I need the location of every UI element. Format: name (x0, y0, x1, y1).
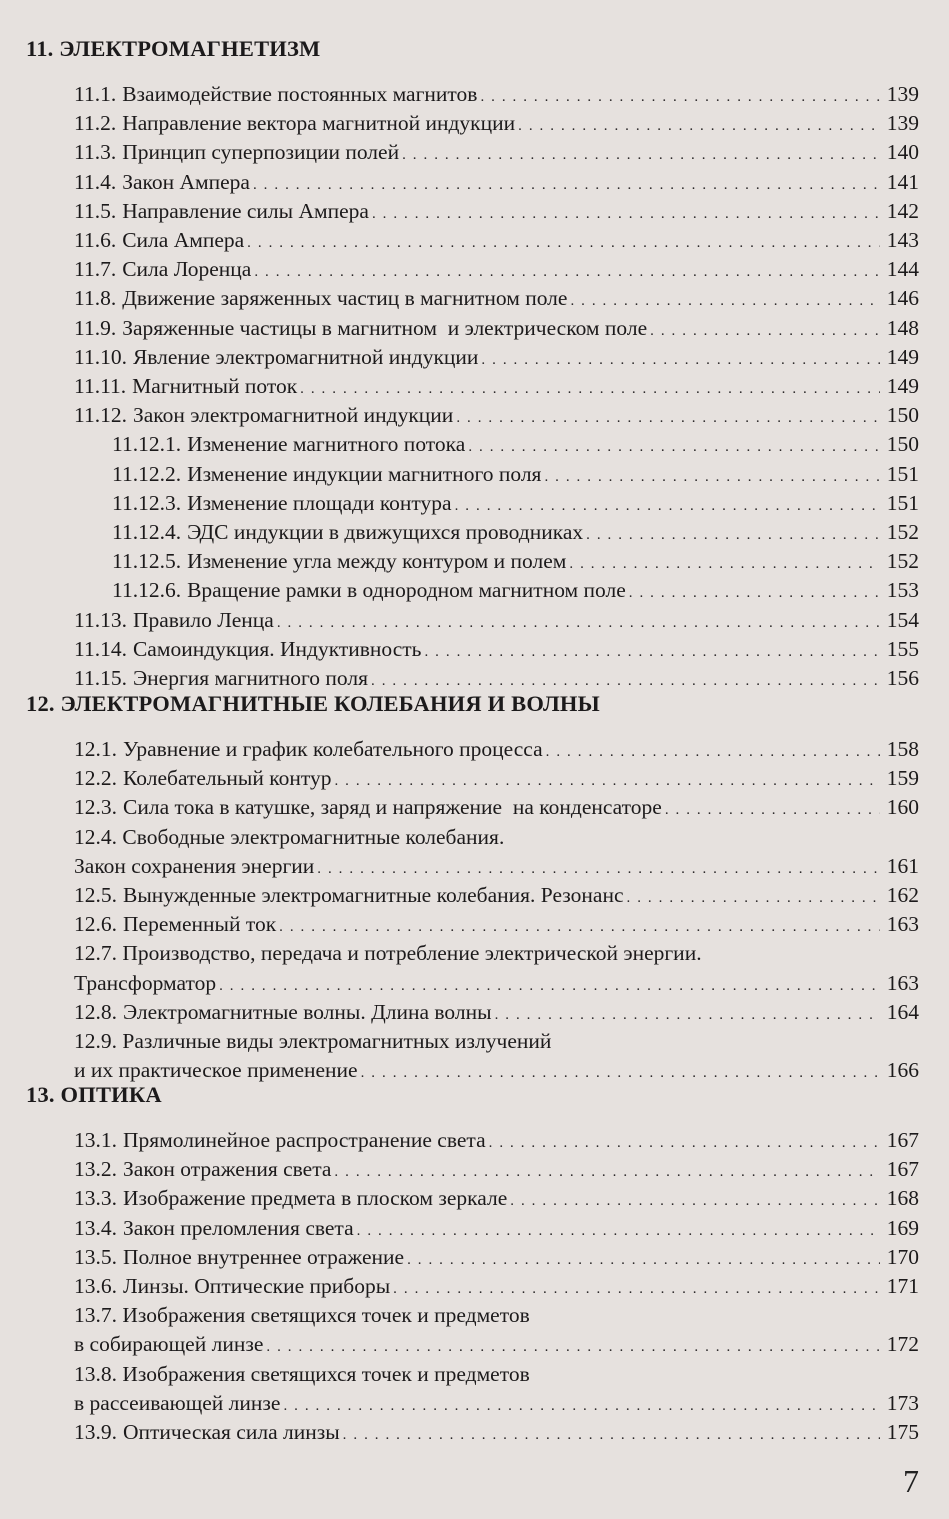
section-title: 11. ЭЛЕКТРОМАГНЕТИЗМ (26, 36, 321, 61)
dot-leader (253, 172, 880, 198)
entry-page: 163 (886, 970, 919, 995)
dot-leader (629, 580, 880, 606)
entry-title: Вращение рамки в однородном магнитном поле (187, 578, 626, 603)
entry-title: Переменный ток (123, 912, 277, 937)
toc-entry[interactable] (74, 1127, 919, 1156)
entry-page: 149 (886, 344, 919, 369)
dot-leader (586, 522, 880, 548)
entry-number: 13.6. (74, 1274, 117, 1298)
entry-number: 11.12.5. (112, 549, 182, 574)
entry-page: 146 (886, 286, 919, 311)
entry-number: 11.12.2. (112, 461, 182, 486)
entry-number: 12.8. (74, 999, 117, 1024)
entry-number: 11.8. (74, 286, 117, 311)
dot-leader (407, 1247, 880, 1273)
entry-page: 144 (886, 257, 919, 282)
dot-leader (544, 464, 880, 490)
entry-page: 152 (886, 549, 919, 574)
entry-title: Электромагнитные волны. Длина волны (123, 999, 492, 1024)
entry-title: Линзы. Оптические приборы (123, 1274, 391, 1298)
toc-entry[interactable] (74, 794, 919, 823)
entry-page: 153 (886, 578, 919, 603)
entry-title: Сила Ампера (122, 228, 245, 252)
page-number: 7 (903, 1463, 919, 1499)
entry-title: Закон Ампера (122, 169, 250, 194)
entry-title: Магнитный поток (132, 374, 298, 398)
entry-page: 140 (886, 140, 919, 165)
dot-leader (480, 84, 880, 110)
entry-title: Изображения светящихся точек и предметов (122, 1303, 530, 1328)
entry-page: 150 (886, 432, 919, 457)
toc-entry[interactable] (74, 344, 919, 373)
entry-page: 167 (886, 1128, 919, 1152)
entry-number: 11.12. (74, 403, 127, 428)
entry-title: Энергия магнитного поля (132, 666, 369, 690)
dot-leader (219, 973, 880, 999)
entry-number: 12.3. (74, 795, 117, 820)
section-title: 13. ОПТИКА (26, 1082, 162, 1107)
toc-entry[interactable] (74, 636, 919, 665)
entry-number: 12.7. (74, 941, 117, 966)
entry-number: 12.6. (74, 912, 117, 937)
entry-title: Производство, передача и потребление электрической энергии. (122, 941, 702, 966)
toc-entry[interactable] (112, 490, 919, 519)
dot-leader (357, 1218, 880, 1244)
toc-entry[interactable] (112, 431, 919, 460)
dot-leader (300, 376, 880, 402)
dot-leader (570, 288, 880, 314)
dot-leader (277, 610, 880, 636)
toc-entry[interactable] (112, 548, 919, 577)
entry-title: Движение заряженных частиц в магнитном поле (122, 286, 568, 311)
entry-page: 141 (886, 169, 919, 194)
toc-entry[interactable] (74, 970, 919, 999)
entry-number: 13.1. (74, 1128, 117, 1152)
dot-leader (266, 1334, 880, 1360)
toc-entry[interactable] (112, 577, 919, 606)
dot-leader (424, 639, 880, 665)
entry-page: 139 (886, 111, 919, 136)
entry-number: 11.5. (74, 198, 117, 223)
entry-number: 11.15. (74, 666, 127, 690)
toc-entry[interactable] (74, 227, 919, 256)
entry-number: 11.4. (74, 169, 117, 194)
toc-entry[interactable] (74, 285, 919, 314)
entry-page: 149 (886, 374, 919, 398)
entry-number: 11.3. (74, 140, 117, 165)
entry-title: Изменение угла между контуром и полем (187, 549, 567, 574)
toc-entry[interactable] (74, 198, 919, 227)
entry-number: 11.10. (74, 344, 127, 369)
entry-title: Взаимодействие постоянных магнитов (122, 82, 478, 106)
dot-leader (334, 1159, 880, 1185)
toc-entry[interactable] (74, 1390, 919, 1419)
entry-number: 11.13. (74, 607, 127, 632)
dot-leader (247, 230, 880, 256)
dot-leader (481, 347, 880, 373)
dot-leader (317, 856, 880, 882)
entry-page: 169 (886, 1215, 919, 1240)
entry-page: 159 (886, 766, 919, 791)
entry-number: 11.12.1. (112, 432, 182, 457)
entry-page: 154 (886, 607, 919, 632)
toc-entry[interactable] (112, 519, 919, 548)
dot-leader (455, 493, 880, 519)
entry-number: 12.1. (74, 737, 117, 761)
entry-number: 11.2. (74, 111, 117, 136)
toc-entry[interactable] (74, 765, 919, 794)
entry-title: Колебательный контур (123, 766, 332, 791)
entry-title: Прямолинейное распространение света (123, 1128, 486, 1152)
entry-number: 11.11. (74, 374, 127, 398)
entry-page: 161 (886, 853, 919, 878)
entry-page: 173 (886, 1390, 919, 1415)
dot-leader (518, 113, 880, 139)
entry-title: Принцип суперпозиции полей (122, 140, 400, 165)
dot-leader (283, 1393, 880, 1419)
entry-page: 170 (886, 1244, 919, 1269)
dot-leader (546, 739, 880, 765)
entry-title: Правило Ленца (132, 607, 274, 632)
entry-title: Направление силы Ампера (122, 198, 369, 223)
entry-number: 13.9. (74, 1420, 117, 1444)
entry-title: Закон отражения света (123, 1157, 332, 1182)
toc-entry[interactable] (74, 853, 919, 882)
dot-leader (402, 142, 880, 168)
entry-title-continuation: и их практическое применение (74, 1058, 358, 1083)
entry-page: 152 (886, 520, 919, 544)
entry-number: 13.8. (74, 1361, 117, 1386)
entry-page: 139 (886, 82, 919, 106)
entry-title: Закон электромагнитной индукции (132, 403, 454, 428)
entry-page: 151 (886, 461, 919, 486)
dot-leader (343, 1422, 880, 1448)
entry-number: 11.12.6. (112, 578, 182, 603)
entry-title: Самоиндукция. Индуктивность (132, 636, 422, 661)
entry-title: Изменение магнитного потока (187, 432, 466, 457)
entry-page: 162 (886, 883, 919, 907)
toc-entry[interactable] (74, 1185, 919, 1214)
entry-number: 12.9. (74, 1029, 117, 1053)
entry-page: 175 (886, 1420, 919, 1444)
entry-title: Направление вектора магнитной индукции (122, 111, 516, 136)
entry-page: 158 (886, 737, 919, 761)
entry-number: 13.3. (74, 1186, 117, 1211)
entry-number: 12.2. (74, 766, 117, 791)
entry-number: 13.7. (74, 1303, 117, 1328)
dot-leader (468, 434, 880, 460)
entry-title-continuation: Трансформатор (74, 970, 217, 995)
entry-title: Различные виды электромагнитных излучений (122, 1029, 552, 1053)
toc-entry[interactable] (74, 1156, 919, 1185)
entry-number: 11.12.3. (112, 490, 182, 515)
toc-entry[interactable] (74, 373, 919, 402)
toc-entry-line (74, 1361, 530, 1387)
toc-entry[interactable] (74, 1419, 919, 1448)
entry-title-continuation: в рассеивающей линзе (74, 1390, 281, 1415)
toc-entry[interactable] (74, 1273, 919, 1302)
section-title: 12. ЭЛЕКТРОМАГНИТНЫЕ КОЛЕБАНИЯ И ВОЛНЫ (26, 691, 600, 716)
dot-leader (627, 885, 880, 911)
toc-entry-line (74, 1028, 551, 1054)
dot-leader (569, 551, 880, 577)
dot-leader (393, 1276, 880, 1302)
entry-page: 163 (886, 912, 919, 937)
toc-entry[interactable] (74, 1331, 919, 1360)
entry-title: Изменение индукции магнитного поля (187, 461, 542, 486)
entry-number: 11.12.4. (112, 520, 182, 544)
entry-page: 166 (886, 1058, 919, 1083)
entry-title: Закон преломления света (123, 1215, 354, 1240)
entry-page: 172 (886, 1332, 919, 1357)
toc-entry[interactable] (74, 315, 919, 344)
entry-number: 13.5. (74, 1244, 117, 1269)
entry-page: 148 (886, 315, 919, 340)
entry-number: 11.1. (74, 82, 117, 106)
toc-entry[interactable] (74, 139, 919, 168)
entry-page: 160 (886, 795, 919, 820)
entry-title: Свободные электромагнитные колебания. (122, 824, 505, 849)
toc-entry-line (74, 824, 504, 850)
toc-entry[interactable] (74, 882, 919, 911)
entry-number: 12.4. (74, 824, 117, 849)
dot-leader (489, 1130, 880, 1156)
toc-entry[interactable] (74, 665, 919, 694)
toc-entry[interactable] (74, 1244, 919, 1273)
toc-entry[interactable] (112, 461, 919, 490)
entry-page: 150 (886, 403, 919, 428)
entry-number: 13.4. (74, 1215, 117, 1240)
dot-leader (372, 201, 880, 227)
entry-title: Изменение площади контура (187, 490, 452, 515)
toc-entry[interactable] (74, 402, 919, 431)
entry-page: 155 (886, 636, 919, 661)
dot-leader (650, 318, 880, 344)
toc-entry-line (74, 940, 702, 966)
toc-entry[interactable] (74, 911, 919, 940)
dot-leader (510, 1188, 880, 1214)
toc-entry[interactable] (74, 256, 919, 285)
entry-title: Явление электромагнитной индукции (132, 344, 479, 369)
toc-entry[interactable] (74, 110, 919, 139)
entry-page: 143 (886, 228, 919, 252)
entry-page: 164 (886, 999, 919, 1024)
entry-page: 142 (886, 198, 919, 223)
entry-title: Изображение предмета в плоском зеркале (123, 1186, 508, 1211)
toc-entry-line (74, 1302, 530, 1328)
entry-title: Изображения светящихся точек и предметов (122, 1361, 530, 1386)
entry-title: Сила тока в катушке, заряд и напряжение на конденсаторе (123, 795, 662, 820)
entry-number: 13.2. (74, 1157, 117, 1182)
toc-entry[interactable] (74, 81, 919, 110)
entry-title-continuation: в собирающей линзе (74, 1332, 264, 1357)
entry-title: Сила Лоренца (122, 257, 252, 282)
entry-page: 167 (886, 1157, 919, 1182)
entry-page: 151 (886, 490, 919, 515)
entry-number: 11.7. (74, 257, 117, 282)
dot-leader (279, 914, 880, 940)
entry-title: ЭДС индукции в движущихся проводниках (187, 520, 584, 544)
dot-leader (495, 1002, 880, 1028)
dot-leader (334, 768, 880, 794)
dot-leader (665, 797, 880, 823)
toc-entry[interactable] (74, 999, 919, 1028)
dot-leader (456, 405, 880, 431)
entry-title: Заряженные частицы в магнитном и электрическом поле (122, 315, 648, 340)
entry-page: 156 (886, 666, 919, 690)
toc-entry[interactable] (74, 1215, 919, 1244)
toc-entry[interactable] (74, 169, 919, 198)
entry-title: Оптическая сила линзы (123, 1420, 340, 1444)
entry-title: Уравнение и график колебательного процесса (123, 737, 543, 761)
entry-number: 12.5. (74, 883, 117, 907)
entry-title: Полное внутреннее отражение (123, 1244, 405, 1269)
entry-page: 168 (886, 1186, 919, 1211)
dot-leader (254, 259, 880, 285)
entry-number: 11.6. (74, 228, 117, 252)
entry-page: 171 (886, 1274, 919, 1298)
entry-title-continuation: Закон сохранения энергии (74, 853, 315, 878)
entry-number: 11.14. (74, 636, 127, 661)
toc-entry[interactable] (74, 607, 919, 636)
entry-number: 11.9. (74, 315, 117, 340)
toc-entry[interactable] (74, 736, 919, 765)
entry-title: Вынужденные электромагнитные колебания. Резонанс (123, 883, 624, 907)
